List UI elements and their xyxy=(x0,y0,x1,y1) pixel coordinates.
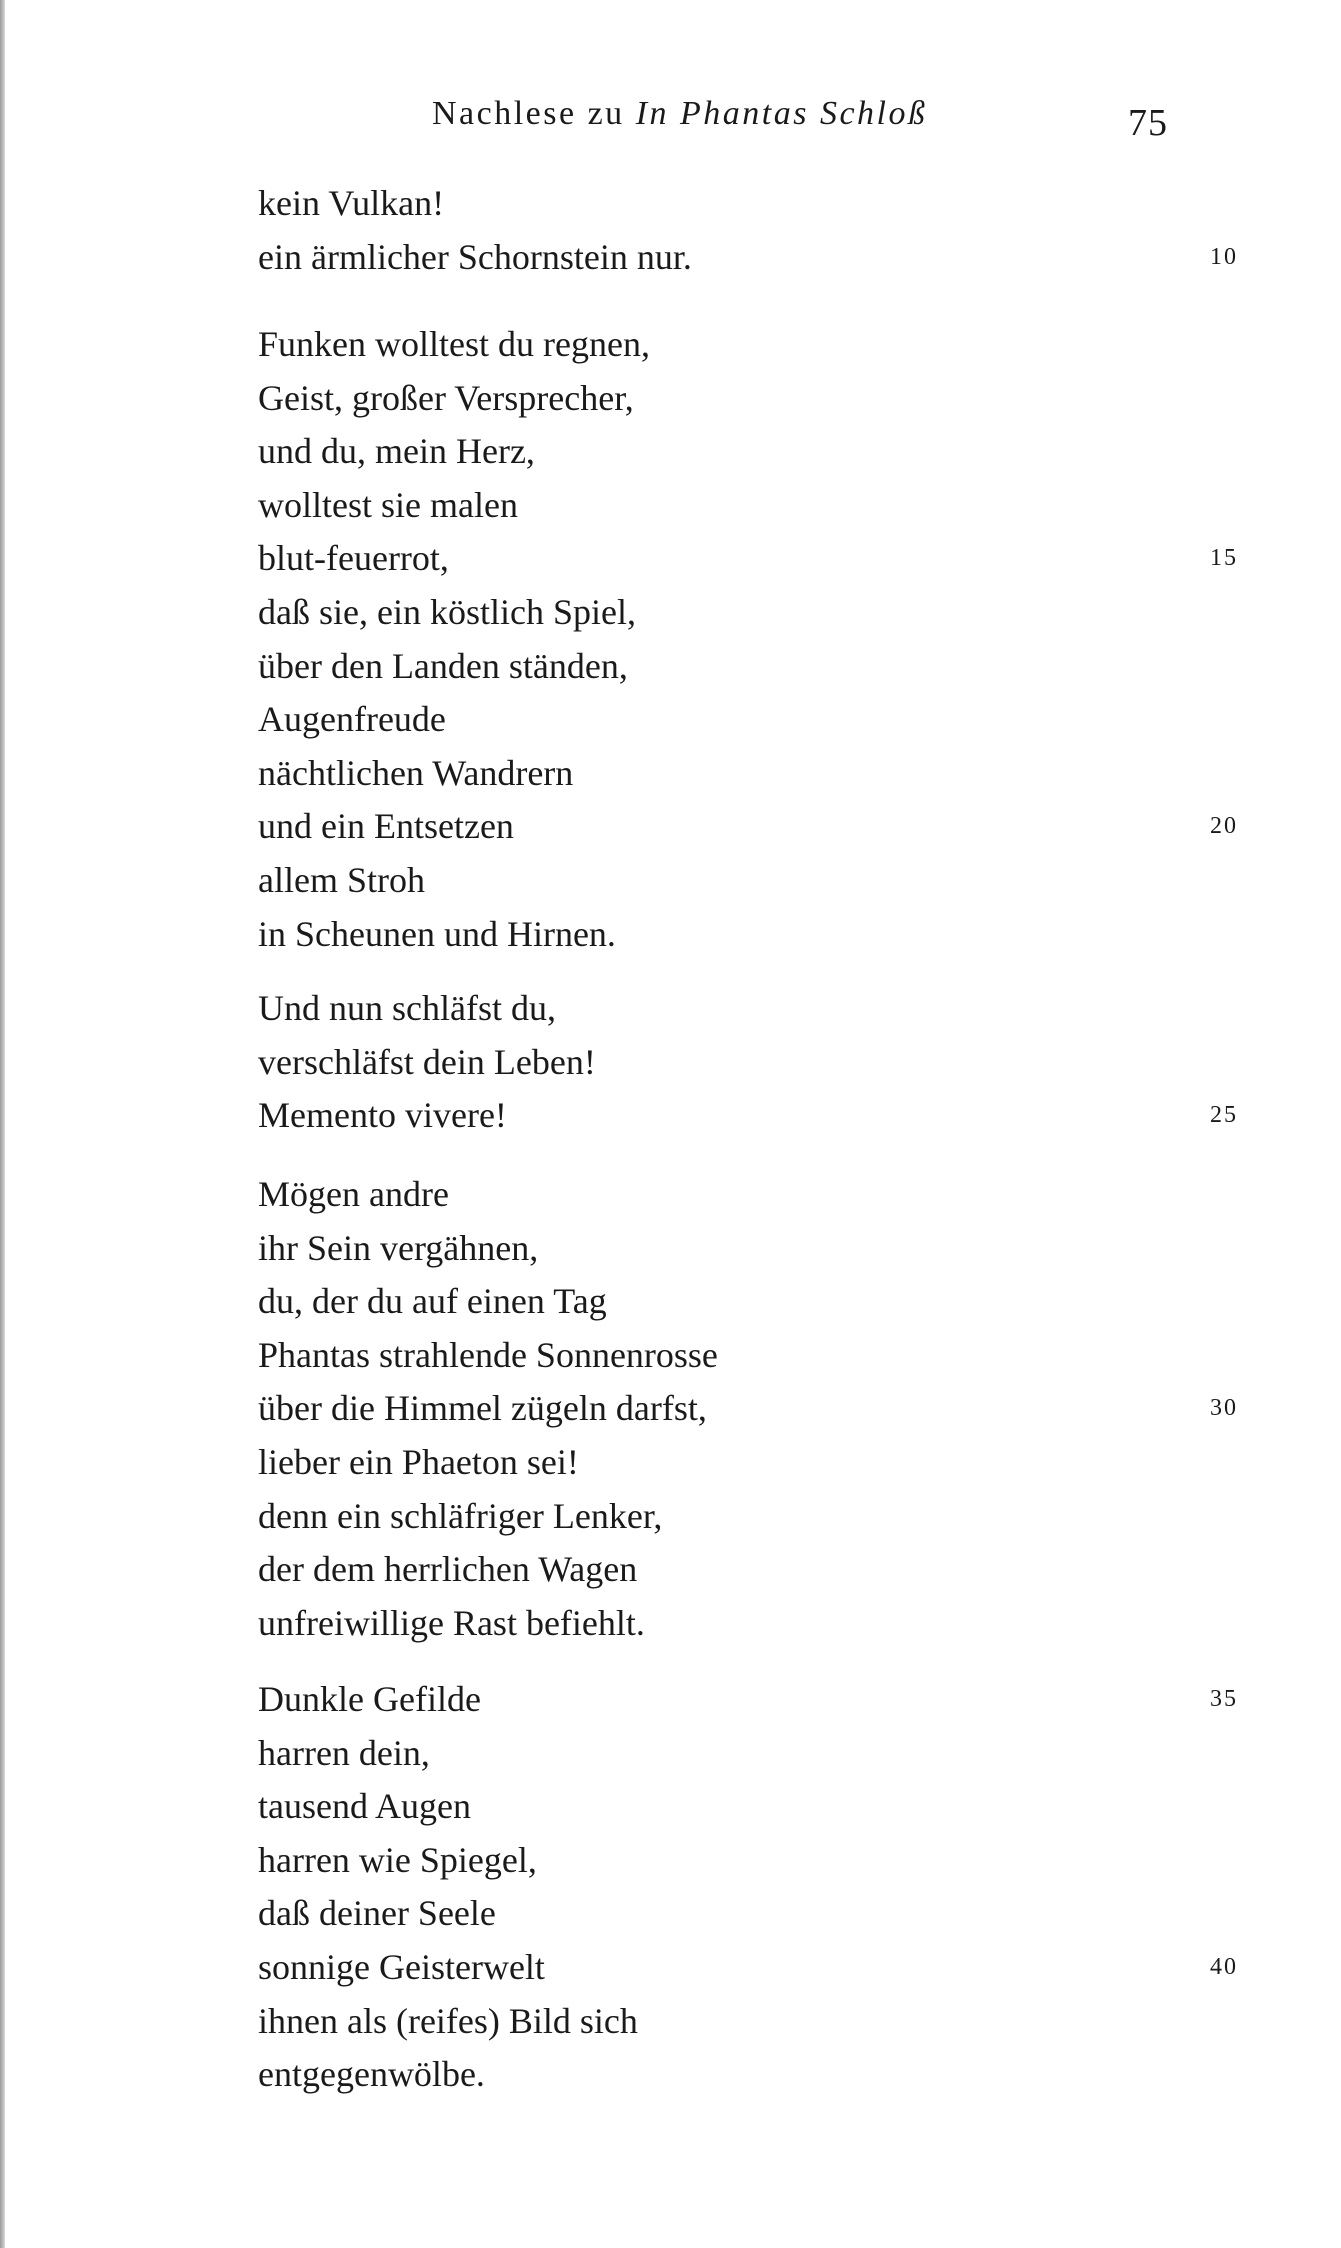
verse-text: der dem herrlichen Wagen xyxy=(258,1549,638,1590)
verse-text: ein ärmlicher Schornstein nur. xyxy=(258,236,692,277)
line-number: 25 xyxy=(1210,1102,1238,1129)
running-title xyxy=(432,95,928,133)
verse-text: denn ein schläfriger Lenker, xyxy=(258,1495,663,1536)
verse-line xyxy=(258,1780,1248,1834)
verse-text: Funken wolltest du regnen, xyxy=(258,324,650,364)
verse-line xyxy=(258,982,1248,1036)
verse-text: harren wie Spiegel, xyxy=(258,1839,537,1880)
verse-line xyxy=(258,1673,1248,1727)
line-number: 15 xyxy=(1210,545,1238,572)
stanza-5 xyxy=(258,1673,1248,2102)
running-title-work: In Phantas Schloß xyxy=(635,95,928,132)
line-number: 30 xyxy=(1210,1395,1238,1422)
verse-text: nächtlichen Wandrern xyxy=(258,752,574,793)
verse-line xyxy=(258,1089,1248,1143)
verse-text: entgegenwölbe. xyxy=(258,2054,485,2095)
verse-text: Dunkle Gefilde xyxy=(258,1679,481,1719)
verse-line xyxy=(258,318,1248,372)
running-title-prefix: Nachlese zu xyxy=(432,95,625,132)
stanza-4 xyxy=(258,1168,1248,1650)
verse-text: verschläfst dein Leben! xyxy=(258,1041,596,1082)
verse-line xyxy=(258,1036,1248,1090)
verse-text: und ein Entsetzen xyxy=(258,806,514,847)
verse-text: Und nun schläfst du, xyxy=(258,988,556,1028)
verse-text: du, der du auf einen Tag xyxy=(258,1281,607,1322)
verse-text: Phantas strahlende Sonnenrosse xyxy=(258,1334,718,1375)
verse-line xyxy=(258,800,1248,854)
verse-line xyxy=(258,177,1248,231)
line-number: 40 xyxy=(1210,1953,1238,1980)
verse-line xyxy=(258,908,1248,962)
verse-line xyxy=(258,2048,1248,2102)
verse-line xyxy=(258,1168,1248,1222)
verse-line xyxy=(258,1382,1248,1436)
verse-line xyxy=(258,747,1248,801)
verse-text: ihnen als (reifes) Bild sich xyxy=(258,2000,638,2041)
verse-line xyxy=(258,586,1248,640)
verse-line xyxy=(258,479,1248,533)
verse-line xyxy=(258,1490,1248,1544)
verse-line xyxy=(258,1597,1248,1651)
verse-line xyxy=(258,231,1248,285)
verse-line xyxy=(258,1727,1248,1781)
verse-text: ihr Sein vergähnen, xyxy=(258,1227,539,1268)
verse-text: in Scheunen und Hirnen. xyxy=(258,913,616,954)
verse-text: über den Landen ständen, xyxy=(258,645,628,686)
verse-text: kein Vulkan! xyxy=(258,183,445,223)
verse-text: Memento vivere! xyxy=(258,1095,507,1136)
verse-line xyxy=(258,372,1248,426)
verse-text: unfreiwillige Rast befiehlt. xyxy=(258,1602,645,1643)
verse-line xyxy=(258,425,1248,479)
page-edge-shadow xyxy=(0,0,5,2248)
verse-line xyxy=(258,1275,1248,1329)
verse-line xyxy=(258,1995,1248,2049)
verse-line xyxy=(258,854,1248,908)
verse-text: daß sie, ein köstlich Spiel, xyxy=(258,591,636,632)
verse-text: über die Himmel zügeln darfst, xyxy=(258,1388,707,1429)
verse-text: Geist, großer Versprecher, xyxy=(258,377,634,418)
verse-line xyxy=(258,1887,1248,1941)
verse-text: blut-feuerrot, xyxy=(258,538,449,579)
verse-line xyxy=(258,532,1248,586)
stanza-1 xyxy=(258,177,1248,284)
verse-text: Augenfreude xyxy=(258,699,446,740)
line-number: 10 xyxy=(1210,243,1238,270)
verse-line xyxy=(258,640,1248,694)
stanza-2 xyxy=(258,318,1248,961)
verse-text: wolltest sie malen xyxy=(258,484,518,525)
verse-line xyxy=(258,1222,1248,1276)
verse-line xyxy=(258,1436,1248,1490)
verse-text: harren dein, xyxy=(258,1732,430,1773)
page-number: 75 xyxy=(1128,102,1168,144)
verse-text: allem Stroh xyxy=(258,859,425,900)
verse-text: lieber ein Phaeton sei! xyxy=(258,1441,579,1482)
verse-text: tausend Augen xyxy=(258,1786,471,1827)
verse-line xyxy=(258,1329,1248,1383)
verse-line xyxy=(258,1834,1248,1888)
line-number: 35 xyxy=(1210,1686,1238,1712)
stanza-3 xyxy=(258,982,1248,1143)
running-header xyxy=(0,95,1341,155)
line-number: 20 xyxy=(1210,813,1238,840)
verse-text: und du, mein Herz, xyxy=(258,431,535,472)
verse-line xyxy=(258,1941,1248,1995)
verse-line xyxy=(258,693,1248,747)
verse-text: sonnige Geisterwelt xyxy=(258,1946,545,1987)
verse-text: Mögen andre xyxy=(258,1174,449,1214)
verse-line xyxy=(258,1543,1248,1597)
verse-text: daß deiner Seele xyxy=(258,1893,496,1934)
